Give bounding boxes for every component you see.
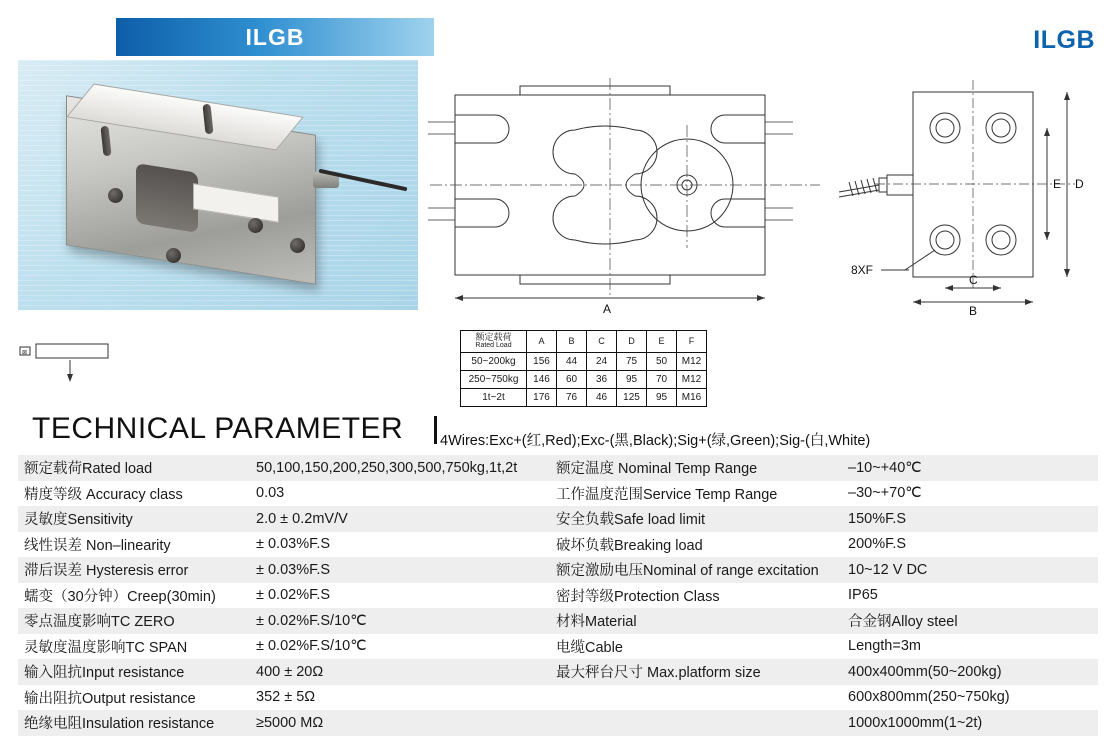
spec-label: 工作温度范围Service Temp Range [556, 486, 778, 503]
bolt-icon [248, 218, 263, 233]
table-row [461, 370, 707, 388]
spec-value: ± 0.03%F.S [256, 561, 331, 578]
spec-label: 蠕变（30分钟）Creep(30min) [24, 588, 216, 605]
dimension-table-header-e: E [647, 331, 677, 353]
hole-callout-label: 8XF [851, 263, 874, 277]
spec-label: 安全负载Safe load limit [556, 512, 706, 529]
dim-row-load: 1t~2t [461, 388, 527, 406]
bolt-icon [108, 188, 123, 203]
spec-value: 150%F.S [848, 510, 907, 527]
dim-cell: M12 [677, 352, 707, 370]
spec-label: 额定载荷Rated load [24, 461, 153, 478]
spec-value: 10~12 V DC [848, 561, 928, 578]
section-heading-technical-parameter: TECHNICAL PARAMETER [32, 412, 404, 445]
dim-cell: 76 [557, 388, 587, 406]
spec-label [550, 685, 842, 711]
dim-label-d: D [1075, 177, 1084, 191]
dim-row-load: 250~750kg [461, 370, 527, 388]
table-row [18, 532, 1098, 558]
spec-value: 50,100,150,200,250,300,500,750kg,1t,2t [256, 459, 518, 476]
dimension-table-header-row [461, 331, 707, 353]
dim-cell: 146 [527, 370, 557, 388]
dim-cell: 125 [617, 388, 647, 406]
spec-label [550, 710, 842, 736]
table-row [18, 659, 1098, 685]
technical-parameter-table [18, 455, 1098, 736]
spec-value: ≥5000 MΩ [256, 714, 324, 731]
dimension-table-header-f: F [677, 331, 707, 353]
spec-label: 密封等级Protection Class [556, 588, 720, 605]
spec-label: 额定激励电压Nominal of range excitation [556, 563, 819, 580]
dim-cell: 95 [617, 370, 647, 388]
table-row [18, 710, 1098, 736]
product-model-corner-label: ILGB [1033, 26, 1095, 54]
table-row [18, 506, 1098, 532]
spec-value: 0.03 [256, 485, 285, 502]
table-row [18, 634, 1098, 660]
dimension-table-header-c: C [587, 331, 617, 353]
dim-cell: 46 [587, 388, 617, 406]
spec-value: Length=3m [848, 638, 921, 655]
dimension-table-header-load [461, 331, 527, 353]
end-view-drawing [835, 70, 1110, 315]
dimension-table-header-a: A [527, 331, 557, 353]
spec-label: 最大秤台尺寸 Max.platform size [556, 665, 761, 682]
spec-value: 1000x1000mm(1~2t) [848, 714, 983, 731]
dimension-table-header-b: B [557, 331, 587, 353]
spec-label: 滞后误差 Hysteresis error [24, 563, 189, 580]
dim-cell: 36 [587, 370, 617, 388]
dim-label-e: E [1053, 177, 1062, 191]
spec-label: 材料Material [556, 614, 637, 631]
spec-value: ± 0.02%F.S/10℃ [256, 612, 367, 629]
bolt-icon [166, 248, 181, 263]
spec-value: 352 ± 5Ω [256, 689, 316, 706]
spec-label: 灵敏度Sensitivity [24, 512, 133, 529]
spec-label: 破坏负载Breaking load [556, 537, 703, 554]
dim-cell: 44 [557, 352, 587, 370]
table-row [461, 388, 707, 406]
heading-divider [434, 416, 437, 444]
dimension-table [460, 330, 707, 407]
spec-value: 400x400mm(50~200kg) [848, 663, 1002, 680]
spec-value: 400 ± 20Ω [256, 663, 324, 680]
header-load-en: Rated Load [475, 342, 512, 350]
spec-value: ± 0.03%F.S [256, 536, 331, 553]
table-row [18, 583, 1098, 609]
spec-value: –10~+40℃ [848, 459, 922, 476]
header-load-cn: 额定载荷 [475, 332, 512, 342]
bolt-icon [290, 238, 305, 253]
spec-label: 额定温度 Nominal Temp Range [556, 461, 758, 478]
product-title: ILGB [245, 23, 305, 50]
table-row [18, 455, 1098, 481]
side-view-sketch [18, 330, 138, 390]
dim-label-b: B [969, 304, 978, 315]
spec-value: 2.0 ± 0.2mV/V [256, 510, 348, 527]
spec-value: 合金钢Alloy steel [848, 614, 958, 631]
dim-cell: 70 [647, 370, 677, 388]
spec-label: 精度等级 Accuracy class [24, 486, 183, 503]
spec-label: 电缆Cable [556, 639, 623, 656]
top-view-drawing [425, 70, 825, 315]
spec-value: 200%F.S [848, 536, 907, 553]
dim-cell: M12 [677, 370, 707, 388]
dim-cell: 176 [527, 388, 557, 406]
dim-cell: 156 [527, 352, 557, 370]
dimension-table-header-d: D [617, 331, 647, 353]
svg-text:A: A [603, 302, 612, 315]
dim-cell: 95 [647, 388, 677, 406]
spec-label: 绝缘电阻Insulation resistance [24, 716, 215, 733]
product-photo [18, 60, 418, 310]
dim-cell: 50 [647, 352, 677, 370]
spec-label: 线性误差 Non–linearity [24, 537, 171, 554]
spec-value: IP65 [848, 587, 878, 604]
product-title-banner [116, 18, 434, 56]
dim-cell: 24 [587, 352, 617, 370]
spec-value: –30~+70℃ [848, 485, 922, 502]
spec-value: ± 0.02%F.S [256, 587, 331, 604]
spec-label: 输入阻抗Input resistance [24, 665, 185, 682]
spec-label: 输出阻抗Output resistance [24, 690, 196, 707]
dim-cell: 75 [617, 352, 647, 370]
dim-row-load: 50~200kg [461, 352, 527, 370]
table-row [461, 352, 707, 370]
table-row [18, 557, 1098, 583]
dim-label-c: C [969, 273, 978, 287]
spec-label: 灵敏度温度影响TC SPAN [24, 639, 188, 656]
spec-label: 零点温度影响TC ZERO [24, 614, 175, 631]
spec-value: 600x800mm(250~750kg) [848, 689, 1010, 706]
load-cell-cutout [136, 163, 198, 233]
dim-cell: 60 [557, 370, 587, 388]
wiring-note: 4Wires:Exc+(红,Red);Exc-(黑,Black);Sig+(绿,Green);Sig-(白,White) [440, 433, 871, 449]
spec-value: ± 0.02%F.S/10℃ [256, 638, 367, 655]
svg-text:⊠: ⊠ [22, 350, 28, 356]
table-row [18, 481, 1098, 507]
table-row [18, 685, 1098, 711]
table-row [18, 608, 1098, 634]
dim-cell: M16 [677, 388, 707, 406]
